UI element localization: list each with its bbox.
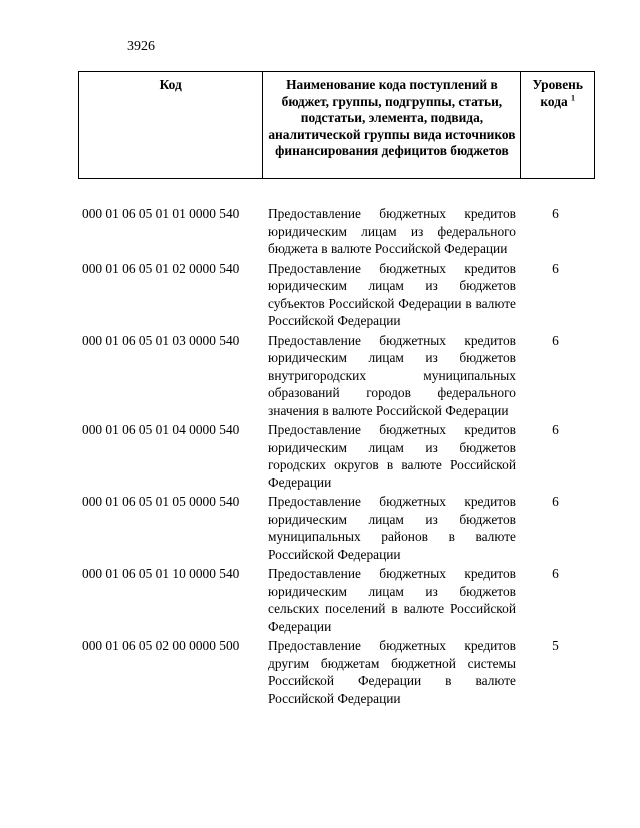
header-code: Код (79, 72, 263, 179)
row-level: 6 (552, 260, 559, 276)
row-name: Предоставление бюджетных кредитов юридическим лицам из бюджетов субъектов Российской Федерации в валюте Российской Федерации (268, 260, 516, 328)
table-row (78, 637, 595, 709)
row-code: 000 01 06 05 02 00 0000 500 (82, 638, 240, 653)
row-code: 000 01 06 05 01 03 0000 540 (82, 332, 240, 348)
row-level: 6 (552, 494, 559, 509)
table-row (78, 205, 595, 260)
row-level: 5 (552, 638, 559, 653)
header-row (79, 72, 595, 179)
row-code: 000 01 06 05 01 10 0000 540 (82, 566, 240, 581)
row-code: 000 01 06 05 01 02 0000 540 (82, 260, 240, 276)
codes-table (78, 205, 595, 709)
row-level: 6 (552, 422, 559, 437)
row-code: 000 01 06 05 01 05 0000 540 (82, 494, 240, 509)
table-row (78, 493, 595, 565)
header-table (78, 71, 595, 179)
row-name: Предоставление бюджетных кредитов юридическим лицам из бюджетов муниципальных районов в валюте Российской Федерации (268, 494, 516, 562)
row-name: Предоставление бюджетных кредитов юридическим лицам из бюджетов сельских поселений в валюте Российской Федерации (268, 566, 516, 634)
header-level (521, 72, 595, 179)
row-name: Предоставление бюджетных кредитов юридическим лицам из бюджетов городских округов в валюте Российской Федерации (268, 422, 516, 490)
row-level: 6 (552, 566, 559, 581)
row-level: 6 (552, 332, 559, 348)
table-row (78, 260, 595, 332)
header-level-footnote: 1 (571, 93, 576, 103)
row-name: Предоставление бюджетных кредитов другим бюджетам бюджетной системы Российской Федерации в валюте Российской Федерации (268, 638, 516, 706)
row-name: Предоставление бюджетных кредитов юридическим лицам из федерального бюджета в валюте Российской Федерации (268, 206, 516, 256)
row-name: Предоставление бюджетных кредитов юридическим лицам из бюджетов внутригородских муниципальных образований городов федерального значения в валюте Российской Федерации (268, 332, 516, 418)
table-row (78, 332, 595, 422)
page-number: 3926 (127, 39, 155, 54)
table-row (78, 421, 595, 493)
row-code: 000 01 06 05 01 04 0000 540 (82, 422, 240, 437)
table-row (78, 565, 595, 637)
header-level-label: Уровень кода (532, 77, 583, 109)
header-name: Наименование кода поступлений в бюджет, группы, подгруппы, статьи, подстатьи, элемента, подвида, аналитической группы вида источников финансирования дефицитов бюджетов (263, 72, 521, 179)
row-level: 6 (552, 206, 559, 221)
row-code: 000 01 06 05 01 01 0000 540 (82, 206, 240, 221)
